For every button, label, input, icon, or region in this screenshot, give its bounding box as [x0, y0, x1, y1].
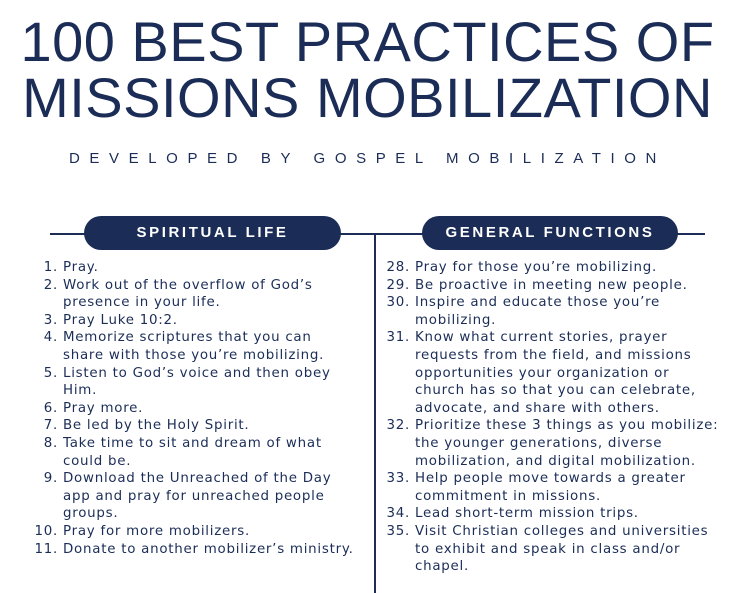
item-text: Help people move towards a greater commitment in missions.	[415, 471, 686, 504]
item-text: Lead short-term mission trips.	[415, 506, 639, 522]
list-item	[382, 505, 722, 523]
item-number: 5.	[43, 365, 58, 381]
list-item	[30, 417, 355, 435]
section-heading-general-functions: GENERAL FUNCTIONS	[422, 216, 678, 250]
item-number: 31.	[386, 330, 410, 346]
item-number: 4.	[43, 330, 58, 346]
page-title-line-1: 100 BEST PRACTICES OF	[20, 10, 715, 73]
item-text: Listen to God’s voice and then obey Him.	[63, 365, 331, 399]
item-text: Pray for those you’re mobilizing.	[415, 260, 658, 275]
item-text: Be proactive in meeting new people.	[415, 277, 688, 293]
item-text: Take time to sit and dream of what could be.	[63, 435, 322, 469]
list-item	[382, 523, 722, 576]
item-text: Pray more.	[63, 400, 144, 416]
item-number: 2.	[43, 277, 58, 293]
item-number: 6.	[43, 400, 58, 416]
list-item	[382, 329, 722, 417]
list-item	[30, 329, 355, 364]
item-text: Pray.	[63, 260, 99, 275]
item-number: 32.	[386, 418, 410, 434]
page-title-line-2: MISSIONS MOBILIZATION	[22, 66, 713, 129]
general-functions-list	[382, 259, 722, 576]
list-item	[30, 435, 355, 470]
list-item	[382, 417, 722, 470]
page-subtitle: DEVELOPED BY GOSPEL MOBILIZATION	[68, 150, 666, 167]
divider-center	[336, 233, 430, 235]
column-divider	[374, 233, 376, 593]
item-text: Know what current stories, prayer requests from the field, and missions opportunities your organization or church has so that you can celebrate, advocate, and share with others.	[415, 330, 696, 416]
list-item	[382, 470, 722, 505]
item-text: Memorize scriptures that you can share with those you’re mobilizing.	[63, 330, 325, 363]
item-number: 8.	[43, 435, 58, 451]
list-item	[30, 312, 355, 330]
item-text: Inspire and educate those you’re mobilizing.	[415, 295, 661, 328]
list-item	[30, 365, 355, 400]
list-item	[382, 259, 722, 277]
list-item	[30, 470, 355, 523]
list-item	[30, 259, 355, 277]
item-text: Pray Luke 10:2.	[63, 312, 178, 328]
item-number: 34.	[386, 506, 410, 522]
item-number: 29.	[386, 277, 410, 293]
list-item	[30, 541, 355, 559]
item-text: Pray for more mobilizers.	[63, 523, 250, 539]
list-item	[382, 277, 722, 295]
list-item	[30, 277, 355, 312]
item-text: Prioritize these 3 things as you mobilize: the younger generations, diverse mobilization, and digital mobilization.	[415, 418, 719, 469]
item-number: 30.	[386, 295, 410, 311]
item-number: 9.	[43, 471, 58, 487]
item-text: Donate to another mobilizer’s ministry.	[63, 541, 354, 557]
list-item	[382, 294, 722, 329]
item-text: Download the Unreached of the Day app and pray for unreached people groups.	[63, 471, 332, 522]
item-number: 10.	[34, 523, 58, 539]
item-text: Visit Christian colleges and universities to exhibit and speak in class and/or chapel.	[415, 523, 709, 575]
item-text: Work out of the overflow of God’s presence in your life.	[63, 277, 313, 311]
item-text: Be led by the Holy Spirit.	[63, 418, 250, 434]
item-number: 28.	[386, 260, 410, 275]
item-number: 35.	[386, 523, 410, 539]
list-item	[30, 523, 355, 541]
item-number: 1.	[43, 260, 58, 275]
item-number: 3.	[43, 312, 58, 328]
item-number: 11.	[34, 541, 58, 557]
spiritual-life-list	[30, 259, 355, 558]
section-heading-spiritual-life: SPIRITUAL LIFE	[84, 216, 341, 250]
item-number: 7.	[43, 418, 58, 434]
item-number: 33.	[386, 471, 410, 487]
list-item	[30, 400, 355, 418]
